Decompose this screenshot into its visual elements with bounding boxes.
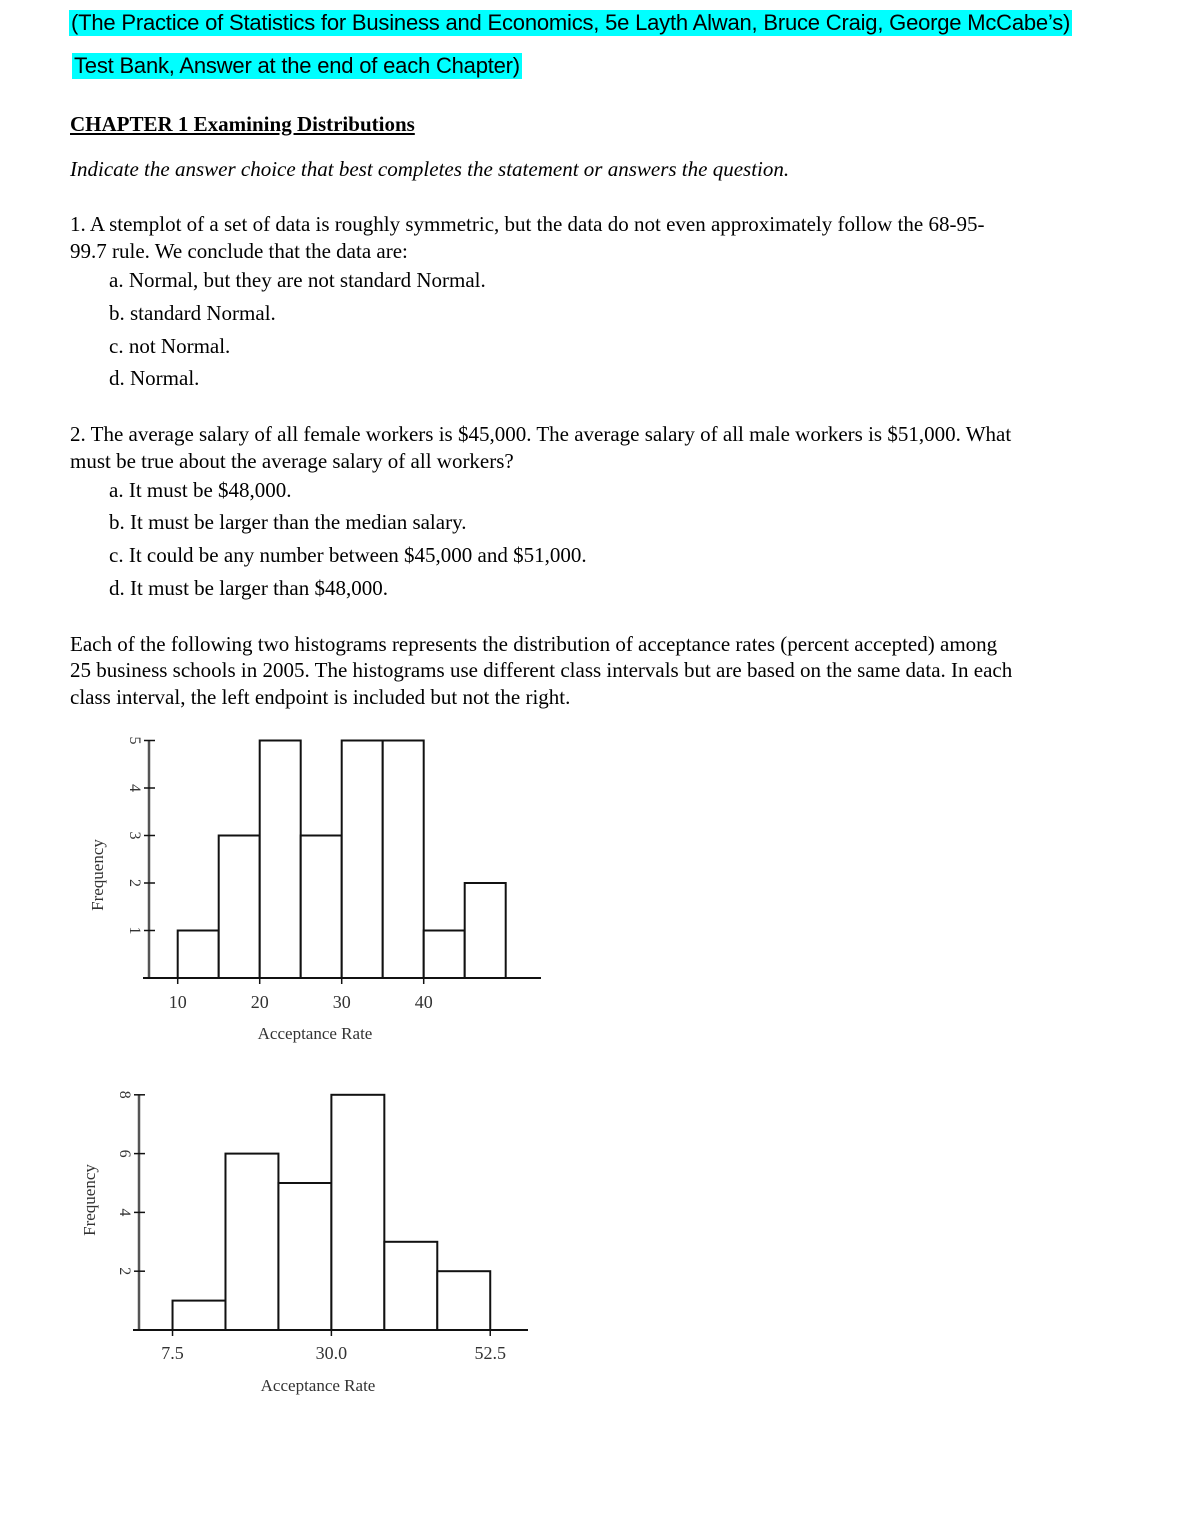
x-tick-label: 30 <box>332 992 351 1012</box>
x-tick-label: 52.5 <box>474 1343 506 1363</box>
histogram-bar <box>331 1095 384 1330</box>
histogram-bar <box>383 741 424 979</box>
question-1-option-d: d. Normal. <box>109 366 200 390</box>
histogram-bar <box>384 1242 437 1330</box>
y-axis-label: Frequency <box>80 1164 99 1236</box>
histogram-1 <box>80 725 560 1055</box>
y-tick-label: 2 <box>126 879 143 887</box>
histogram-bar <box>260 741 301 979</box>
y-tick-label: 4 <box>126 784 143 792</box>
y-tick-label: 4 <box>116 1208 133 1217</box>
question-1-line-2: 99.7 rule. We conclude that the data are: <box>70 239 408 263</box>
histogram-bar <box>173 1301 226 1330</box>
histogram-bar <box>178 931 219 979</box>
question-2-option-d: d. It must be larger than $48,000. <box>109 576 388 600</box>
histogram-intro-line-3: class interval, the left endpoint is included but not the right. <box>70 685 571 709</box>
histogram-bar <box>278 1183 331 1330</box>
question-1-option-c: c. not Normal. <box>109 334 231 358</box>
y-tick-label: 8 <box>116 1090 133 1099</box>
histogram-2 <box>70 1075 550 1415</box>
y-axis-label: Frequency <box>88 839 107 911</box>
question-2-line-2: must be true about the average salary of all workers? <box>70 449 514 473</box>
histogram-bar <box>301 836 342 979</box>
y-tick-label: 1 <box>126 926 143 935</box>
histogram-intro-line-1: Each of the following two histograms represents the distribution of acceptance rates (percent accepted) among <box>70 632 998 656</box>
histogram-intro-line-2: 25 business schools in 2005. The histograms use different class intervals but are based on the same data. In each <box>70 658 1013 682</box>
question-2-option-a: a. It must be $48,000. <box>109 478 292 502</box>
y-tick-label: 2 <box>116 1267 133 1276</box>
question-2-line-1: 2. The average salary of all female workers is $45,000. The average salary of all male workers is $51,000. What <box>70 422 1012 446</box>
header-line-2: Test Bank, Answer at the end of each Chapter) <box>74 53 520 78</box>
question-1-line-1: 1. A stemplot of a set of data is roughly symmetric, but the data do not even approximately follow the 68-95- <box>70 212 985 236</box>
y-tick-label: 6 <box>116 1149 133 1158</box>
y-tick-label: 3 <box>126 831 143 840</box>
x-axis-label: Acceptance Rate <box>260 1376 376 1395</box>
instructions: Indicate the answer choice that best completes the statement or answers the question. <box>70 157 790 181</box>
histogram-bar <box>465 883 506 978</box>
chapter-title: CHAPTER 1 Examining Distributions <box>70 112 415 136</box>
header-line-1: (The Practice of Statistics for Business and Economics, 5e Layth Alwan, Bruce Craig, George McCabe’s) <box>71 10 1071 35</box>
x-axis-label: Acceptance Rate <box>257 1024 373 1043</box>
question-2-option-b: b. It must be larger than the median salary. <box>109 510 467 534</box>
histogram-bar <box>424 931 465 979</box>
question-2-option-c: c. It could be any number between $45,000 and $51,000. <box>109 543 587 567</box>
histogram-bar <box>219 836 260 979</box>
histogram-bar <box>437 1271 490 1330</box>
histogram-bar <box>225 1154 278 1330</box>
x-tick-label: 10 <box>168 992 187 1012</box>
question-1-option-b: b. standard Normal. <box>109 301 276 325</box>
x-tick-label: 20 <box>250 992 269 1012</box>
question-1-option-a: a. Normal, but they are not standard Normal. <box>109 268 486 292</box>
y-tick-label: 5 <box>126 736 143 745</box>
x-tick-label: 30.0 <box>315 1343 348 1363</box>
histogram-bar <box>342 741 383 979</box>
x-tick-label: 7.5 <box>161 1343 184 1363</box>
x-tick-label: 40 <box>414 992 433 1012</box>
